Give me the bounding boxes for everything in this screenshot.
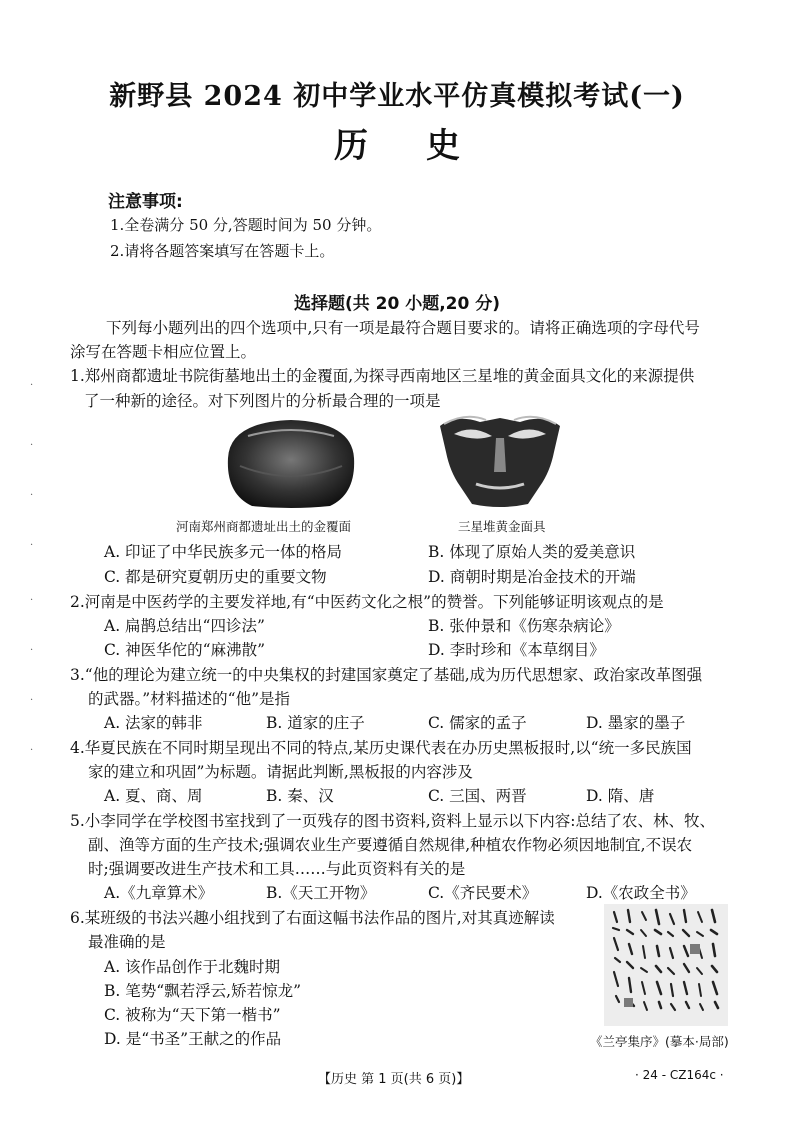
question-5-line: 副、渔等方面的生产技术;强调农业生产要遵循自然规律,种植农作物必须因地制宜,不误农 (88, 836, 693, 854)
question-6-line: 最准确的是 (88, 933, 166, 951)
exam-code: · 24 - CZ164c · (635, 1068, 724, 1082)
option-a[interactable]: A. 扁鹊总结出“四诊法” (104, 617, 265, 635)
binding-mark: · (30, 490, 34, 501)
binding-mark: · (30, 595, 34, 606)
gold-mask-image (436, 412, 564, 510)
question-1-line: 1.郑州商都遗址书院街墓地出土的金覆面,为探寻西南地区三星堆的黄金面具文化的来源提供 (70, 367, 695, 385)
option-b[interactable]: B. 体现了原始人类的爱美意识 (428, 543, 636, 561)
option-d[interactable]: D. 隋、唐 (586, 787, 655, 805)
binding-mark: · (30, 695, 34, 706)
option-c[interactable]: C.《齐民要术》 (428, 884, 538, 902)
option-a[interactable]: A. 法家的韩非 (104, 714, 203, 732)
section-instruction: 涂写在答题卡相应位置上。 (70, 343, 257, 361)
question-5-line: 时;强调要改进生产技术和工具……与此页资料有关的是 (88, 860, 466, 878)
image-caption: 河南郑州商都遗址出土的金覆面 (176, 519, 352, 534)
calligraphy-image (604, 904, 728, 1026)
option-d[interactable]: D.《农政全书》 (586, 884, 696, 902)
option-b[interactable]: B. 笔势“飘若浮云,矫若惊龙” (104, 982, 302, 1000)
image-caption: 三星堆黄金面具 (458, 519, 546, 534)
binding-mark: · (30, 540, 34, 551)
subject-title: 历史 (334, 126, 518, 166)
question-2-line: 2.河南是中医药学的主要发祥地,有“中医药文化之根”的赞誉。下列能够证明该观点的是 (70, 593, 664, 611)
option-a[interactable]: A. 该作品创作于北魏时期 (104, 958, 281, 976)
section-title: 选择题(共 20 小题,20 分) (293, 294, 501, 314)
image-caption: 《兰亭集序》(摹本·局部) (590, 1034, 729, 1049)
option-d[interactable]: D. 李时珍和《本草纲目》 (428, 641, 605, 659)
question-6-line: 6.某班级的书法兴趣小组找到了右面这幅书法作品的图片,对其真迹解读 (70, 909, 555, 927)
option-a[interactable]: A. 夏、商、周 (104, 787, 203, 805)
option-a[interactable]: A.《九章算术》 (104, 884, 214, 902)
binding-mark: · (30, 380, 34, 391)
notice-heading: 注意事项: (108, 192, 183, 212)
exam-title: 新野县 2024 初中学业水平仿真模拟考试(一) (109, 81, 685, 112)
option-c[interactable]: C. 神医华佗的“麻沸散” (104, 641, 266, 659)
section-instruction: 下列每小题列出的四个选项中,只有一项是最符合题目要求的。请将正确选项的字母代号 (106, 319, 700, 337)
question-3-line: 的武器。”材料描述的“他”是指 (88, 690, 291, 708)
option-a[interactable]: A. 印证了中华民族多元一体的格局 (104, 543, 343, 561)
question-5-line: 5.小李同学在学校图书室找到了一页残存的图书资料,资料上显示以下内容:总结了农、林、牧、 (70, 812, 715, 830)
notice-item: 2.请将各题答案填写在答题卡上。 (110, 242, 335, 260)
option-b[interactable]: B. 张仲景和《伤寒杂病论》 (428, 617, 620, 635)
binding-mark: · (30, 645, 34, 656)
question-4-line: 4.华夏民族在不同时期呈现出不同的特点,某历史课代表在办历史黑板报时,以“统一多民族国 (70, 739, 692, 757)
question-1-line: 了一种新的途径。对下列图片的分析最合理的一项是 (84, 392, 441, 410)
question-3-line: 3.“他的理论为建立统一的中央集权的封建国家奠定了基础,成为历代思想家、政治家改革图强 (70, 666, 703, 684)
option-b[interactable]: B. 道家的庄子 (266, 714, 365, 732)
option-c[interactable]: C. 都是研究夏朝历史的重要文物 (104, 568, 327, 586)
option-d[interactable]: D. 商朝时期是冶金技术的开端 (428, 568, 636, 586)
option-c[interactable]: C. 儒家的孟子 (428, 714, 527, 732)
gold-face-cover-image (218, 416, 364, 510)
option-c[interactable]: C. 三国、两晋 (428, 787, 527, 805)
option-d[interactable]: D. 是“书圣”王献之的作品 (104, 1030, 282, 1048)
option-b[interactable]: B. 秦、汉 (266, 787, 334, 805)
option-d[interactable]: D. 墨家的墨子 (586, 714, 686, 732)
binding-mark: · (30, 440, 34, 451)
page-footer: 【历史 第 1 页(共 6 页)】 (318, 1072, 470, 1087)
notice-item: 1.全卷满分 50 分,答题时间为 50 分钟。 (110, 216, 382, 234)
question-4-line: 家的建立和巩固”为标题。请据此判断,黑板报的内容涉及 (88, 763, 473, 781)
option-c[interactable]: C. 被称为“天下第一楷书” (104, 1006, 281, 1024)
binding-mark: · (30, 745, 34, 756)
option-b[interactable]: B.《天工开物》 (266, 884, 376, 902)
